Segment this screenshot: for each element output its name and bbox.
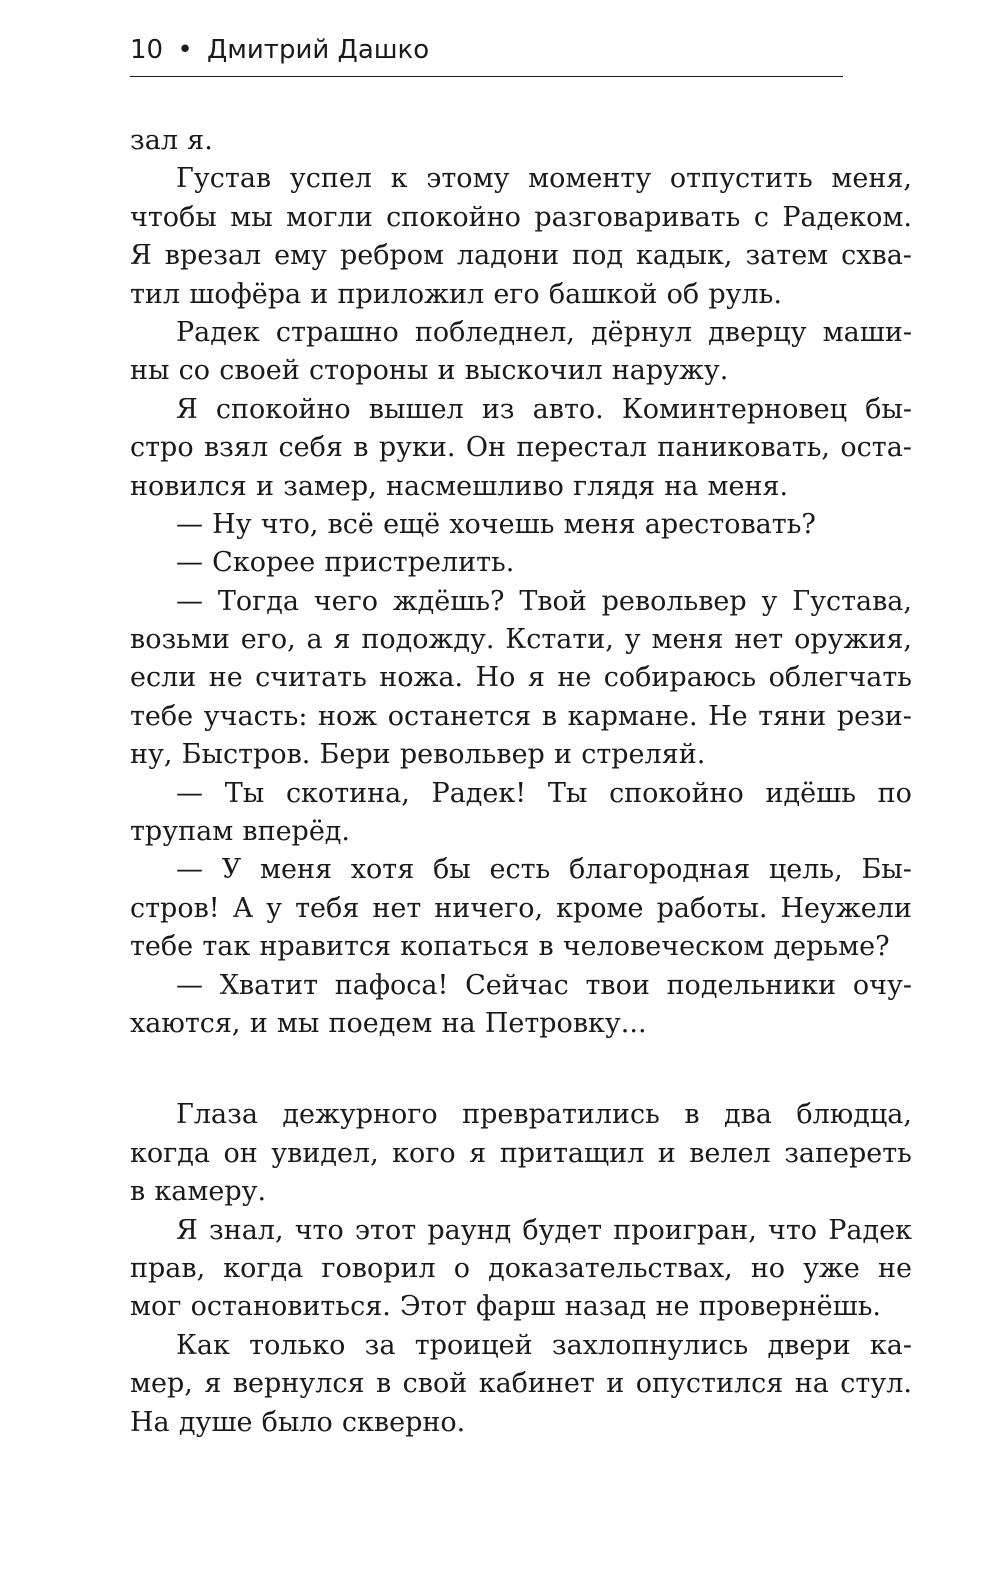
text-line: — Ты скотина, Радек! Ты спокойно идёшь по <box>176 777 912 809</box>
paragraph <box>130 583 912 775</box>
text-line: Я врезал ему ребром ладони под кадык, затем схва- <box>130 240 912 272</box>
paragraph <box>130 160 912 314</box>
text-line: прав, когда говорил о доказательствах, но уже не <box>130 1252 912 1284</box>
text-line: Я спокойно вышел из авто. Коминтерновец бы- <box>176 393 912 425</box>
running-head <box>130 30 429 70</box>
text-line: зал я. <box>130 125 213 156</box>
text-line: Глаза дежурного превратились в два блюдца, <box>176 1099 912 1131</box>
text-line: хаются, и мы поедем на Петровку... <box>130 1007 647 1039</box>
text-line: — Скорее пристрелить. <box>176 547 515 579</box>
text-line: — Ну что, всё ещё хочешь меня арестовать? <box>176 508 816 540</box>
text-line: когда он увидел, кого я притащил и велел запереть <box>130 1137 912 1169</box>
text-line: — Хватит пафоса! Сейчас твои подельники очу- <box>176 969 912 1001</box>
paragraph <box>130 1327 912 1442</box>
page-number: 10 <box>130 35 164 65</box>
paragraph <box>130 1096 912 1211</box>
paragraph <box>130 544 912 582</box>
paragraph <box>130 1212 912 1327</box>
text-line: тебе так нравится копаться в человеческом дерьме? <box>130 931 890 963</box>
text-line: новился и замер, насмешливо глядя на меня. <box>130 470 789 502</box>
text-line: если не считать ножа. Но я не собираюсь облегчать <box>130 662 912 694</box>
author-name: Дмитрий Дашко <box>206 35 430 65</box>
text-line: Я знал, что этот раунд будет проигран, что Радек <box>176 1214 912 1246</box>
text-line: ну, Быстров. Бери револьвер и стреляй. <box>130 739 706 771</box>
paragraph <box>130 967 912 1044</box>
text-line: стро взял себя в руки. Он перестал паниковать, оста- <box>130 432 912 464</box>
section-break <box>130 1043 912 1096</box>
text-line: — Тогда чего ждёшь? Твой револьвер у Густава, <box>176 585 912 617</box>
text-line: На душе было скверно. <box>130 1406 466 1438</box>
paragraph <box>130 851 912 966</box>
paragraph <box>130 775 912 852</box>
text-line: в камеру. <box>130 1176 267 1208</box>
paragraph <box>130 314 912 391</box>
text-line: тебе участь: нож останется в кармане. Не тяни рези- <box>130 700 912 732</box>
text-line: тил шофёра и приложил его башкой об руль. <box>130 278 782 310</box>
text-line: мер, я вернулся в свой кабинет и опустился на стул. <box>130 1368 912 1400</box>
text-line: Как только за троицей захлопнулись двери ка- <box>176 1329 912 1361</box>
text-line: — У меня хотя бы есть благородная цель, Бы- <box>176 854 912 886</box>
paragraph <box>130 391 912 506</box>
text-line: трупам вперёд. <box>130 816 351 848</box>
text-line: стров! А у тебя нет ничего, кроме работы. Неужели <box>130 892 912 924</box>
text-line: Радек страшно побледнел, дёрнул дверцу маши- <box>176 316 912 348</box>
body-text <box>130 122 912 1442</box>
paragraph <box>130 506 912 544</box>
header-rule <box>130 76 843 77</box>
paragraph <box>130 122 912 160</box>
text-line: мог остановиться. Этот фарш назад не провернёшь. <box>130 1291 881 1323</box>
header-separator: • <box>177 35 193 65</box>
text-line: чтобы мы могли спокойно разговаривать с Радеком. <box>130 201 912 233</box>
text-line: ны со своей стороны и выскочил наружу. <box>130 355 729 387</box>
text-line: возьми его, а я подожду. Кстати, у меня нет оружия, <box>130 624 912 656</box>
text-line: Густав успел к этому моменту отпустить меня, <box>176 163 912 195</box>
